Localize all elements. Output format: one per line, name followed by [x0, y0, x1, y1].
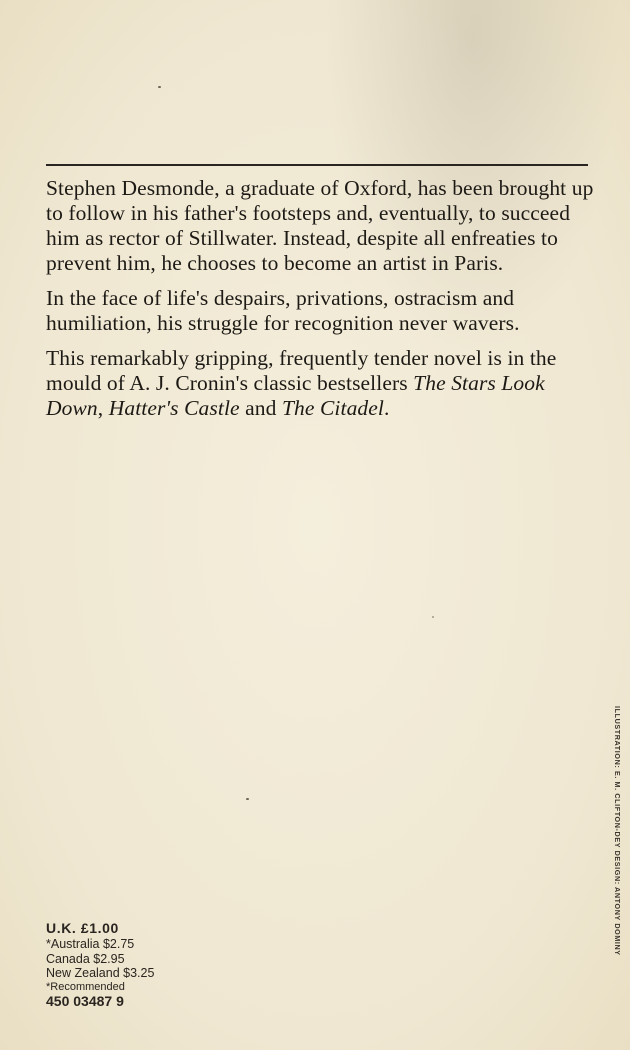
book-title-hatters-castle: Hatter's Castle: [108, 396, 240, 420]
blurb-separator: ,: [97, 396, 109, 420]
isbn-number: 450 03487 9: [46, 992, 124, 1009]
top-rule-line: [46, 164, 588, 166]
credits-text: ILLUSTRATION: E. M. CLIFTON-DEY DESIGN: ANTONY DOMINY: [613, 706, 622, 956]
book-title-stars-look-down: The Stars Look Down: [46, 371, 545, 420]
price-australia: *Australia $2.75: [46, 937, 135, 951]
stain-speck: [158, 86, 161, 88]
blurb-and: and: [239, 396, 282, 420]
stain-speck: [432, 616, 434, 618]
blurb-paragraph-1: Stephen Desmonde, a graduate of Oxford, has been brought up to follow in his father's footsteps and, eventually, to succeed him as rector of Stillwater. Instead, despite all enfreaties to prevent him, he chooses to become an artist in Paris.: [46, 176, 594, 275]
price-canada: Canada $2.95: [46, 951, 125, 966]
blurb-paragraph-3: [46, 346, 606, 421]
blurb-paragraph-3-text: This remarkably gripping, frequently tender novel is in the mould of A. J. Cronin's classic bestsellers: [46, 346, 557, 395]
recommended-note: *Recommended: [46, 980, 125, 993]
price-new-zealand: New Zealand $3.25: [46, 966, 155, 980]
illustration-credits: [608, 706, 628, 986]
blurb-end: .: [383, 396, 390, 420]
book-title-citadel: The Citadel: [281, 396, 384, 420]
stain-speck: [246, 798, 249, 800]
blurb-paragraph-2: In the face of life's despairs, privations, ostracism and humiliation, his struggle for recognition never wavers.: [46, 286, 520, 335]
blurb-text: [46, 176, 606, 431]
price-uk: U.K. £1.00: [46, 920, 119, 936]
price-block: [46, 920, 154, 1010]
